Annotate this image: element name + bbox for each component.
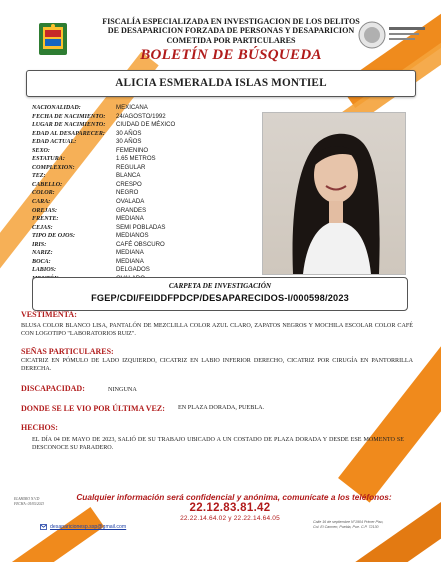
investigation-folder-box <box>32 277 408 311</box>
distinguishing-marks-title: SEÑAS PARTICULARES: <box>21 347 114 356</box>
attribute-label: OREJAS: <box>32 207 58 214</box>
clothing-title: VESTIMENTA: <box>21 310 77 319</box>
attribute-value: 30 AÑOS <box>116 138 142 146</box>
attribute-value: CRESPO <box>116 180 142 188</box>
attribute-row <box>32 147 262 156</box>
attribute-label: FECHA DE NACIMIENTO: <box>32 113 106 120</box>
attribute-value: OVALADA <box>116 198 145 206</box>
attribute-value: MEXICANA <box>116 104 148 111</box>
attribute-label: EDAD ACTUAL: <box>32 139 77 146</box>
agency-header-line-1: FISCALÍA ESPECIALIZADA EN INVESTIGACION DE LOS DELITOS <box>102 17 360 26</box>
attribute-row <box>32 266 262 275</box>
attribute-label: FRENTE: <box>32 216 59 223</box>
attributes-table <box>32 104 262 283</box>
attribute-value: NEGRO <box>116 189 139 197</box>
attribute-row <box>32 224 262 233</box>
main-phone[interactable]: 22.12.83.81.42 <box>189 502 271 514</box>
attribute-row <box>32 181 262 190</box>
attribute-row <box>32 189 262 198</box>
attribute-value: DELGADOS <box>116 266 150 274</box>
attribute-label: TIPO DE OJOS: <box>32 233 75 240</box>
attribute-label: ESTATURA: <box>32 156 65 163</box>
last-seen-value: EN PLAZA DORADA, PUEBLA. <box>178 404 265 411</box>
attribute-row <box>32 198 262 207</box>
bulletin-title: BOLETÍN DE BÚSQUEDA <box>140 47 322 63</box>
attribute-value: MEDIANA <box>116 215 144 223</box>
attribute-label: CEJAS: <box>32 224 53 231</box>
attribute-row <box>32 113 262 122</box>
attribute-label: COLOR: <box>32 190 55 197</box>
attribute-label: IRIS: <box>32 241 47 248</box>
attribute-row <box>32 121 262 130</box>
investigation-folder-number: FGEP/CDI/FEIDDFPDCP/DESAPARECIDOS-I/000598/2023 <box>91 293 349 303</box>
attribute-row <box>32 232 262 241</box>
attribute-label: CARA: <box>32 199 51 206</box>
alt-phones[interactable]: 22.22.14.64.02 y 22.22.14.64.05 <box>180 515 280 522</box>
distinguishing-marks-text: CICATRIZ EN PÓMULO DE LADO IZQUIERDO, CICATRIZ EN LABIO INFERIOR DERECHO, CICATRIZ POR CIRUGÍA EN PANTORRILLA DERECHA. <box>21 358 413 373</box>
confidential-notice: Cualquier información será confidencial y anónima, comunícate a los teléfonos: <box>76 492 392 502</box>
attribute-value: CIUDAD DE MÉXICO <box>116 121 176 129</box>
agency-header-line-2: DE DESAPARICION FORZADA DE PERSONAS Y DESAPARICION <box>107 26 355 36</box>
attribute-row <box>32 155 262 164</box>
attribute-label: NACIONALIDAD: <box>32 105 81 111</box>
attribute-label: CABELLO: <box>32 181 63 188</box>
attribute-row <box>32 164 262 173</box>
facts-title: HECHOS: <box>21 423 58 432</box>
attribute-row <box>32 241 262 250</box>
attribute-row <box>32 207 262 216</box>
attribute-label: EDAD AL DESAPARECER: <box>32 130 105 137</box>
disability-value: NINGUNA <box>108 386 137 393</box>
attribute-value: MEDIANA <box>116 257 144 265</box>
address-line-2: Col. El Carmen, Puebla, Pue. C.P. 72130 <box>313 524 379 529</box>
document-meta <box>14 497 44 507</box>
last-seen-title: DONDE SE LE VIO POR ÚLTIMA VEZ: <box>21 404 165 413</box>
attribute-row <box>32 172 262 181</box>
attribute-row <box>32 130 262 139</box>
decorative-ribbon-bottom-left <box>0 507 104 562</box>
attribute-label: NARIZ: <box>32 250 53 257</box>
agency-header-line-3: COMETIDA POR PARTICULARES <box>166 35 296 45</box>
clothing-text: BLUSA COLOR BLANCO LISA, PANTALÓN DE MEZCLILLA COLOR AZUL CLARO, ZAPATOS NEGROS Y MOCHILA ESCOLAR COLOR CAFÉ CON LOGOTIPO "LABORATORIOS RUIZ". <box>21 323 413 338</box>
attribute-row <box>32 104 262 113</box>
attribute-value: CAFÉ OBSCURO <box>116 240 165 248</box>
office-address <box>313 520 431 529</box>
agency-header <box>100 17 362 45</box>
mail-icon <box>40 524 47 530</box>
attribute-value: MEDIANA <box>116 249 144 257</box>
contact-email-link[interactable] <box>40 524 126 530</box>
fiscalia-logo-icon <box>358 18 428 52</box>
attribute-row <box>32 258 262 267</box>
attribute-value: FEMENINO <box>116 146 149 154</box>
elaboro-line: ELABORO N.V.D <box>14 497 40 501</box>
attribute-value: GRANDES <box>116 206 147 214</box>
attribute-value: SEMI POBLADAS <box>116 223 166 231</box>
person-portrait-icon <box>263 113 405 274</box>
date-line: FECHA: 05/05/2023 <box>14 501 45 506</box>
attribute-value: REGULAR <box>116 163 146 171</box>
attribute-row <box>32 138 262 147</box>
facts-text: EL DÍA 04 DE MAYO DE 2023, SALIÓ DE SU TRABAJO UBICADO A UN COSTADO DE PLAZA DORADA Y DESDE ESE MOMENTO SE DESCONOCE SU PARADERO. <box>32 437 404 452</box>
attribute-value: 24/AGOSTO/1992 <box>116 112 166 120</box>
attribute-label: LUGAR DE NACIMIENTO: <box>32 122 106 129</box>
attribute-label: SEXO: <box>32 147 50 154</box>
attribute-label: COMPLEXION: <box>32 164 75 171</box>
state-shield-logo-icon <box>38 22 68 56</box>
attribute-value: 30 AÑOS <box>116 129 142 137</box>
investigation-folder-title: CARPETA DE INVESTIGACIÓN <box>168 282 272 290</box>
contact-email[interactable]: desaparicionesp.ssp@gmail.com <box>50 524 127 530</box>
disability-title: DISCAPACIDAD: <box>21 384 85 393</box>
missing-person-photo <box>262 112 406 275</box>
attribute-value: MEDIANOS <box>116 232 149 240</box>
attribute-label: BOCA: <box>32 258 51 265</box>
missing-person-name: ALICIA ESMERALDA ISLAS MONTIEL <box>26 70 416 97</box>
attribute-value: 1.65 METROS <box>116 155 156 163</box>
attribute-label: LABIOS: <box>32 267 57 274</box>
attribute-row <box>32 249 262 258</box>
attribute-row <box>32 215 262 224</box>
attribute-label: TEZ: <box>32 173 46 180</box>
address-line-1: Calle 16 de septiembre N°1904 Primer Piso, <box>313 520 384 524</box>
attribute-value: BLANCA <box>116 172 141 180</box>
